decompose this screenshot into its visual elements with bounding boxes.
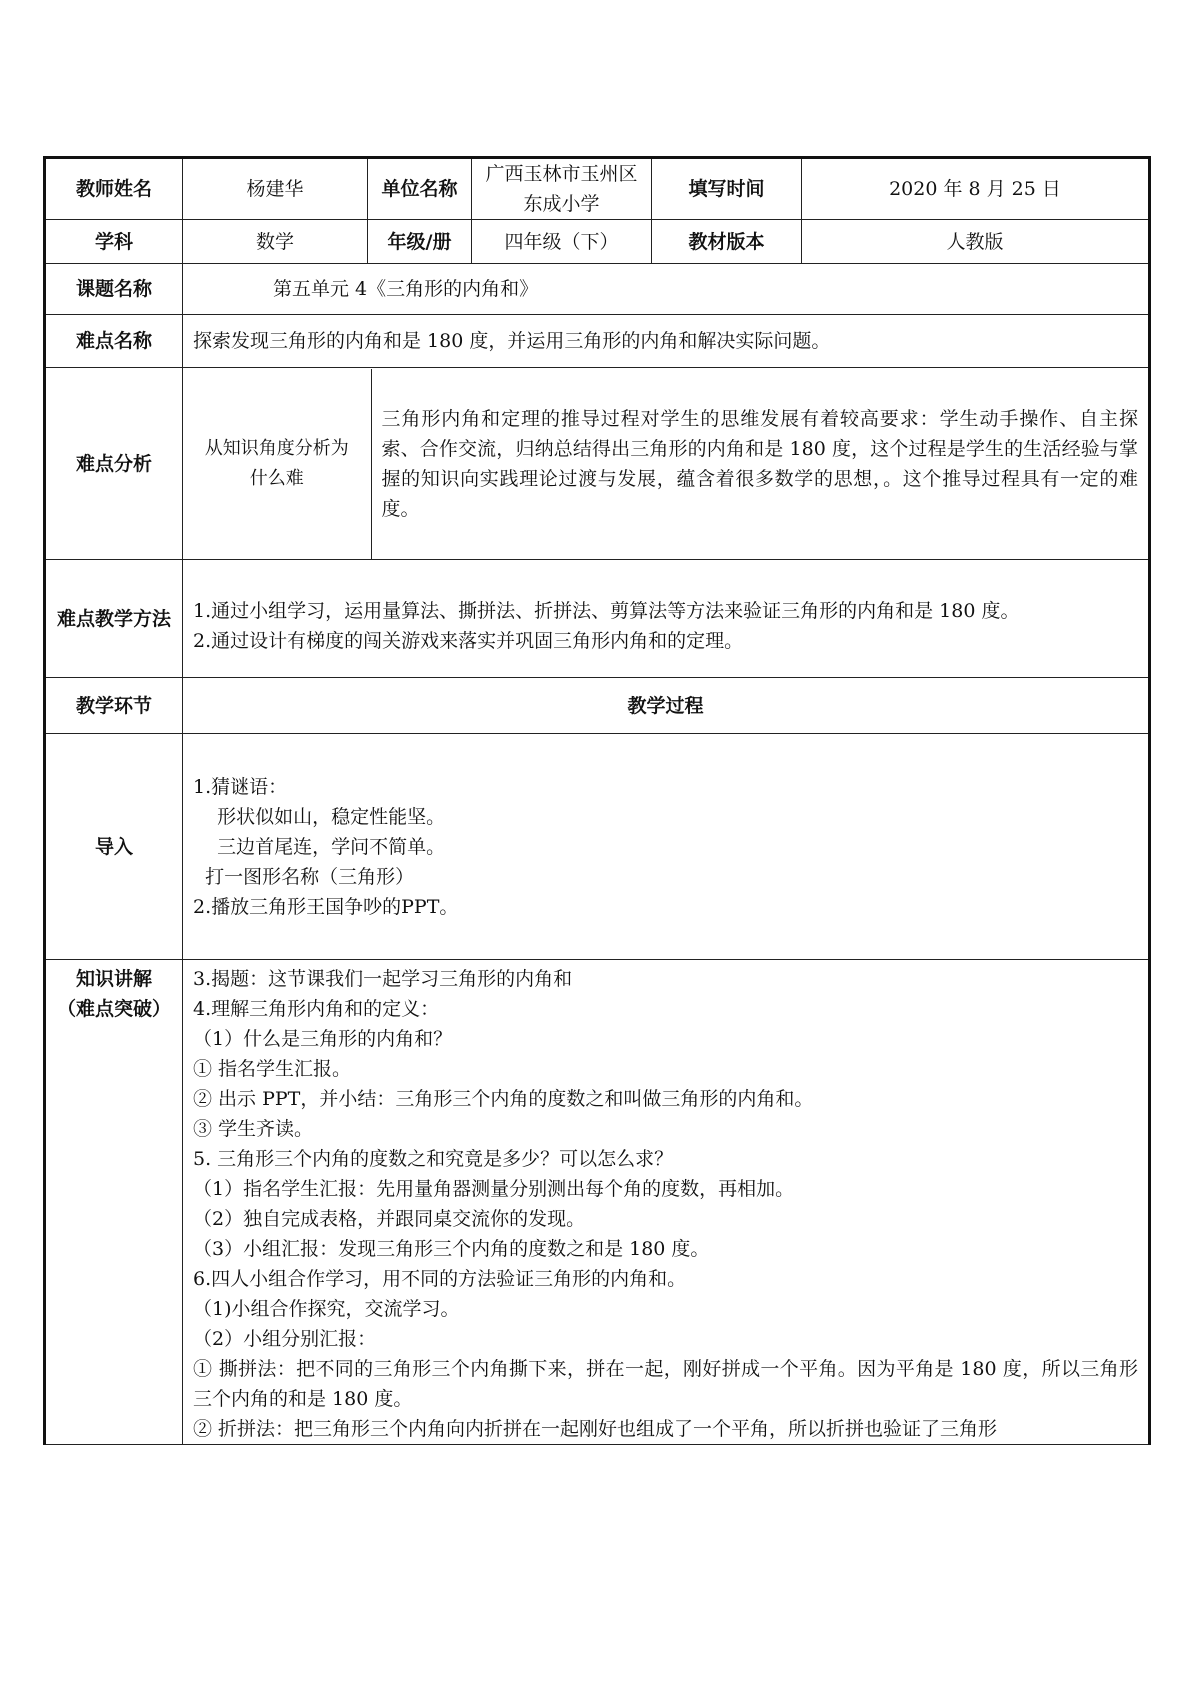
lesson-plan-table <box>43 156 1151 1445</box>
topic-row <box>45 264 1150 315</box>
topic-value: 第五单元 4《三角形的内角和》 <box>183 264 1150 315</box>
knowledge-line-2: 4.理解三角形内角和的定义： <box>193 998 440 1020</box>
process-value: 教学过程 <box>183 678 1150 734</box>
knowledge-label-line-2: （难点突破） <box>56 998 171 1020</box>
subject-label: 学科 <box>45 220 183 264</box>
grade-label: 年级/册 <box>368 220 472 264</box>
method-row <box>45 560 1150 678</box>
analysis-row <box>45 368 1150 560</box>
knowledge-line-4: ① 指名学生汇报。 <box>193 1058 352 1080</box>
process-label: 教学环节 <box>45 678 183 734</box>
knowledge-line-15: ② 折拼法：把三角形三个内角向内折拼在一起刚好也组成了一个平角，所以折拼也验证了三角形 <box>193 1418 998 1440</box>
header-row-1 <box>45 158 1150 220</box>
process-header-row <box>45 678 1150 734</box>
knowledge-content <box>183 960 1150 1445</box>
unit-value <box>472 158 652 220</box>
edition-value: 人教版 <box>802 220 1150 264</box>
knowledge-line-14: ① 撕拼法：把不同的三角形三个内角撕下来，拼在一起，刚好拼成一个平角。因为平角是 180 度，所以三角形三个内角的和是 180 度。 <box>193 1358 1138 1410</box>
header-row-2 <box>45 220 1150 264</box>
intro-line-1: 1.猜谜语： <box>193 775 288 798</box>
knowledge-line-11: 6.四人小组合作学习，用不同的方法验证三角形的内角和。 <box>193 1268 687 1290</box>
method-line-1: 1.通过小组学习，运用量算法、撕拼法、折拼法、剪算法等方法来验证三角形的内角和是 180 度。 <box>193 599 1020 622</box>
knowledge-label <box>45 960 183 1445</box>
difficulty-value: 探索发现三角形的内角和是 180 度，并运用三角形的内角和解决实际问题。 <box>183 315 1150 368</box>
knowledge-line-7: 5. 三角形三个内角的度数之和究竟是多少？可以怎么求？ <box>193 1148 674 1170</box>
analysis-sub-label <box>183 369 371 559</box>
knowledge-line-8: （1）指名学生汇报：先用量角器测量分别测出每个角的度数，再相加。 <box>193 1178 795 1200</box>
analysis-cell <box>183 368 1150 560</box>
knowledge-line-6: ③ 学生齐读。 <box>193 1118 314 1140</box>
analysis-text: 三角形内角和定理的推导过程对学生的思维发展有着较高要求：学生动手操作、自主探索、合作交流，归纳总结得出三角形的内角和是 180 度，这个过程是学生的生活经验与掌握的知识向实践理论过渡与发展，蕴含着很多数学的思想，。这个推导过程具有一定的难度。 <box>381 407 1138 520</box>
intro-content <box>183 734 1150 960</box>
unit-label: 单位名称 <box>368 158 472 220</box>
knowledge-line-5: ② 出示 PPT，并小结：三角形三个内角的度数之和叫做三角形的内角和。 <box>193 1088 814 1110</box>
difficulty-row <box>45 315 1150 368</box>
analysis-sub-label-line-1: 从知识角度分析为 <box>204 437 349 459</box>
intro-line-4: 打一图形名称（三角形） <box>193 865 415 888</box>
date-label: 填写时间 <box>652 158 802 220</box>
method-content <box>183 560 1150 678</box>
knowledge-line-9: （2）独自完成表格，并跟同桌交流你的发现。 <box>193 1208 586 1230</box>
edition-label: 教材版本 <box>652 220 802 264</box>
date-value: 2020 年 8 月 25 日 <box>802 158 1150 220</box>
intro-line-2: 形状似如山，稳定性能坚。 <box>193 805 446 828</box>
intro-label: 导入 <box>45 734 183 960</box>
intro-line-5: 2.播放三角形王国争吵的PPT。 <box>193 895 459 918</box>
difficulty-label: 难点名称 <box>45 315 183 368</box>
teacher-label: 教师姓名 <box>45 158 183 220</box>
unit-value-line-2: 东成小学 <box>523 193 600 215</box>
knowledge-line-3: （1）什么是三角形的内角和？ <box>193 1028 453 1050</box>
knowledge-line-1: 3.揭题：这节课我们一起学习三角形的内角和 <box>193 968 573 990</box>
intro-row <box>45 734 1150 960</box>
analysis-sub-label-line-2: 什么难 <box>249 467 304 489</box>
knowledge-line-13: （2）小组分别汇报： <box>193 1328 377 1350</box>
knowledge-line-10: （3）小组汇报：发现三角形三个内角的度数之和是 180 度。 <box>193 1238 710 1260</box>
analysis-label: 难点分析 <box>45 368 183 560</box>
knowledge-label-line-1: 知识讲解 <box>75 968 152 990</box>
unit-value-line-1: 广西玉林市玉州区 <box>485 163 638 185</box>
subject-value: 数学 <box>183 220 368 264</box>
method-label: 难点教学方法 <box>45 560 183 678</box>
grade-value: 四年级（下） <box>472 220 652 264</box>
topic-label: 课题名称 <box>45 264 183 315</box>
intro-line-3: 三边首尾连，学问不简单。 <box>193 835 446 858</box>
analysis-inner-table <box>183 369 1148 559</box>
teacher-value: 杨建华 <box>183 158 368 220</box>
knowledge-line-12: （1)小组合作探究，交流学习。 <box>193 1298 460 1320</box>
knowledge-row <box>45 960 1150 1445</box>
method-line-2: 2.通过设计有梯度的闯关游戏来落实并巩固三角形内角和的定理。 <box>193 629 744 652</box>
